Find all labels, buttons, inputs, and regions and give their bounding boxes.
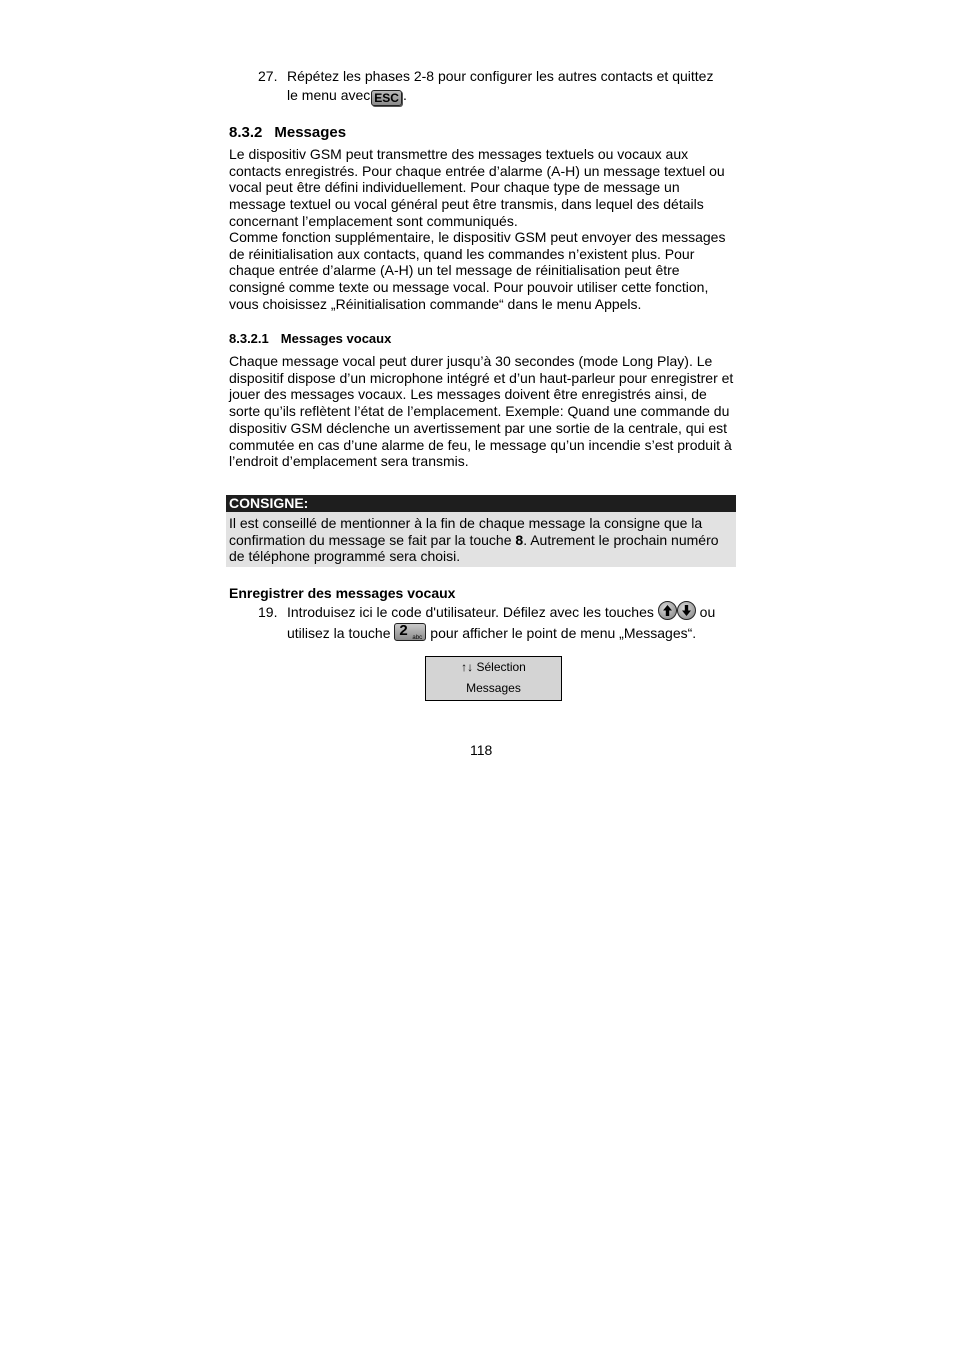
- section-paragraph-2: Comme fonction supplémentaire, le dispositiv GSM peut envoyer des messages de réinitialisation aux contacts, quand les commandes n’existent plus. Pour chaque entrée d’alarme (A-H) un tel message de réinitialisation peut être consigné comme texte ou message vocal. Pour pouvoir utiliser cette fonction, vous choisissez „Réinitialisation commande“ dans le menu Appels.: [229, 229, 726, 312]
- step-27-line1: Répétez les phases 2-8 pour configurer les autres contacts et quittez: [287, 68, 714, 84]
- section-title-text: Messages: [274, 124, 347, 141]
- step-27-line2-text: le menu avec: [287, 86, 371, 103]
- esc-key-icon: ESC: [371, 90, 402, 106]
- key-2-abc-icon: [394, 623, 426, 641]
- consigne-heading: CONSIGNE:: [226, 495, 736, 512]
- step-19-line1-text: Introduisez ici le code d'utilisateur. Défilez avec les touches: [287, 604, 654, 620]
- section-number: 8.3.2: [229, 124, 263, 141]
- step-19-line2-text: utilisez la touche: [287, 624, 391, 641]
- key-2-letters: abc: [412, 634, 423, 641]
- subsection-paragraph: Chaque message vocal peut durer jusqu’à 30 secondes (mode Long Play). Le dispositif dispose d’un microphone intégré et d’un haut-parleur pour enregistrer et jouer des messages vocaux. Les messages doivent être enregistrés ainsi, de sorte qu’ils reflètent l’état de l’emplacement. Exemple: Quand une commande du dispositiv GSM déclenche un avertissement par une sortie de la centrale, qui est commutée en cas d’une alarme de feu, le message qu’un incendie s’est produit à l’endroit d’emplacement sera transmis.: [229, 353, 734, 470]
- step-27-text: [287, 68, 747, 106]
- step-19-number: 19.: [258, 604, 278, 620]
- consigne-box: [226, 495, 736, 567]
- consigne-key-8: 8: [515, 531, 524, 548]
- key-2-digit: 2: [399, 621, 408, 639]
- lcd-line-1: ↑↓ Sélection: [461, 660, 526, 674]
- record-heading: Enregistrer des messages vocaux: [229, 585, 456, 601]
- step-19-line1-end: ou: [699, 604, 716, 620]
- step-27-end: .: [402, 86, 407, 103]
- section-title: [229, 124, 346, 141]
- arrow-down-key-icon: [677, 601, 696, 620]
- subsection-title-text: Messages vocaux: [280, 331, 392, 346]
- page-number: 118: [470, 742, 493, 758]
- step-19-line1: [287, 601, 747, 621]
- step-19-text: [287, 601, 747, 641]
- subsection-number: 8.3.2.1: [229, 331, 269, 346]
- step-27-number: 27.: [258, 68, 278, 84]
- lcd-display: [425, 656, 562, 701]
- step-19-line2-end: pour afficher le point de menu „Messages“.: [430, 624, 697, 641]
- section-paragraph-1: Le dispositiv GSM peut transmettre des messages textuels ou vocaux aux contacts enregistrés. Pour chaque entrée d’alarme (A-H) un message textuel ou vocal peut être défini individuellement. Pour chaque type de message un message textuel ou vocal général peut être transmis, dans lequel des détails concernant l’emplacement sont communiqués.: [229, 146, 725, 229]
- step-27-line2: [287, 87, 747, 106]
- consigne-text: [226, 512, 736, 567]
- consigne-text-after: . Autrement le prochain numéro de téléphone programmé sera choisi.: [229, 531, 719, 565]
- lcd-line-2: Messages: [466, 681, 521, 695]
- arrow-up-key-icon: [658, 601, 677, 620]
- consigne-text-before: Il est conseillé de mentionner à la fin de chaque message la consigne que la confirmation du message se fait par la touche: [229, 515, 703, 548]
- subsection-title: [229, 331, 391, 346]
- step-19-line2: [287, 623, 747, 642]
